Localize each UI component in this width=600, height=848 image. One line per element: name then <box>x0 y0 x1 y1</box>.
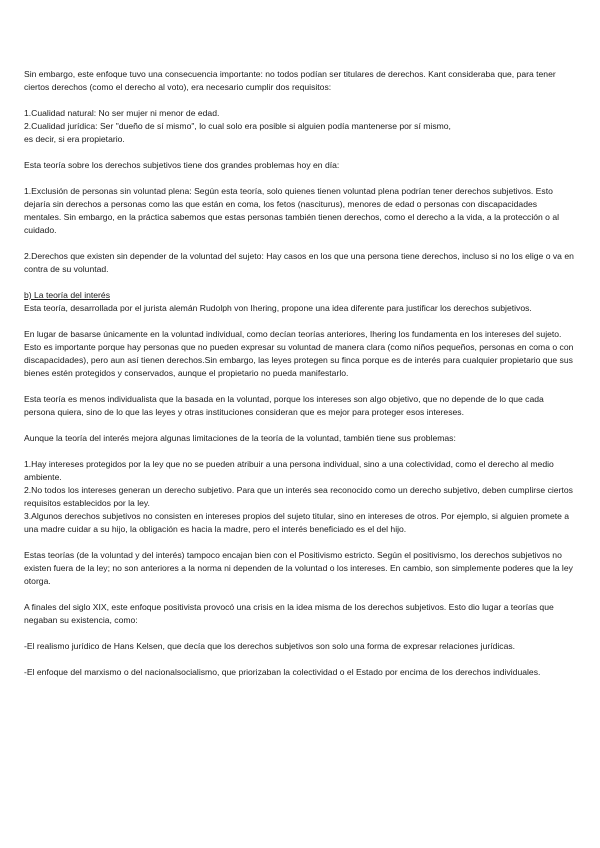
interest-problem-3: 3.Algunos derechos subjetivos no consisten en intereses propios del sujeto titular, sino en intereses de otros. Por ejemplo, si alguien promete a una madre cuidar a su hijo, la obligación es hacia la madre, pero el interés beneficiado es el del hijo. <box>24 511 570 534</box>
section-heading-b: b) La teoría del interés <box>24 290 110 300</box>
paragraph-less-individualist: Esta teoría es menos individualista que la basada en la voluntad, porque los intereses son algo objetivo, que no depende de lo que cada persona quiera, sino de lo que las leyes y otras instituciones consideran que es mejor para proteger esos intereses. <box>24 394 544 417</box>
paragraph-ihering: Esta teoría, desarrollada por el jurista alemán Rudolph von Ihering, propone una idea diferente para justificar los derechos subjetivos. <box>24 303 532 313</box>
paragraph-problems-intro: Esta teoría sobre los derechos subjetivos tiene dos grandes problemas hoy en día: <box>24 160 340 170</box>
interest-problem-1: 1.Hay intereses protegidos por la ley que no se pueden atribuir a una persona individual, sino a una colectividad, como el derecho al medio ambiente. <box>24 459 554 482</box>
problem-1: 1.Exclusión de personas sin voluntad plena: Según esta teoría, solo quienes tienen voluntad plena podrían tener derechos subjetivos. Esto dejaría sin derechos a personas como las que están en coma, los fetos (nasciturus), menores de edad o personas con discapacidades mentales. Sin embargo, en la práctica sabemos que estas personas también tienen derechos, como el derecho a la vida, a la protección o al cuidado. <box>24 186 560 235</box>
requirement-1: 1.Cualidad natural: No ser mujer ni menor de edad. <box>24 108 220 118</box>
problem-2: 2.Derechos que existen sin depender de la voluntad del sujeto: Hay casos en los que una persona tiene derechos, incluso si no los elige o va en contra de su voluntad. <box>24 251 574 274</box>
requirement-2: 2.Cualidad jurídica: Ser "dueño de sí mismo", lo cual solo era posible si alguien podía mantenerse por sí mismo, <box>24 121 451 131</box>
paragraph-interest-problems: Aunque la teoría del interés mejora algunas limitaciones de la teoría de la voluntad, también tiene sus problemas: <box>24 433 456 443</box>
paragraph-kant: Sin embargo, este enfoque tuvo una consecuencia importante: no todos podían ser titulares de derechos. Kant consideraba que, para tener ciertos derechos (como el derecho al voto), era necesario cumplir dos requisitos: <box>24 69 556 92</box>
paragraph-marxism: -El enfoque del marxismo o del nacionalsocialismo, que priorizaban la colectividad o el Estado por encima de los derechos individuales. <box>24 667 541 677</box>
paragraph-kelsen: -El realismo jurídico de Hans Kelsen, que decía que los derechos subjetivos son solo una forma de expresar relaciones jurídicas. <box>24 641 516 651</box>
requirement-2-cont: es decir, si era propietario. <box>24 134 125 144</box>
paragraph-crisis: A finales del siglo XIX, este enfoque positivista provocó una crisis en la idea misma de los derechos subjetivos. Esto dio lugar a teorías que negaban su existencia, como: <box>24 602 554 625</box>
paragraph-positivism: Estas teorías (de la voluntad y del interés) tampoco encajan bien con el Positivismo estricto. Según el positivismo, los derechos subjetivos no existen fuera de la ley; no son anteriores a la norma ni dependen de la voluntad o los intereses. En cambio, son simplemente poderes que la ley otorga. <box>24 550 573 586</box>
interest-problem-2: 2.No todos los intereses generan un derecho subjetivo. Para que un interés sea reconocido como un derecho subjetivo, deben cumplirse ciertos requisitos establecidos por la ley. <box>24 485 573 508</box>
paragraph-interests: En lugar de basarse únicamente en la voluntad individual, como decían teorías anteriores, Ihering los fundamenta en los intereses del sujeto. Esto es importante porque hay personas que no pueden expresar su voluntad de manera clara (como niños pequeños, personas en coma o con discapacidades), pero aun así tienen derechos.Sin embargo, las leyes protegen su finca porque es de interés para cualquier propietario que sus bienes estén protegidos y conservados, aunque el propietario no pueda manifestarlo. <box>24 329 574 378</box>
